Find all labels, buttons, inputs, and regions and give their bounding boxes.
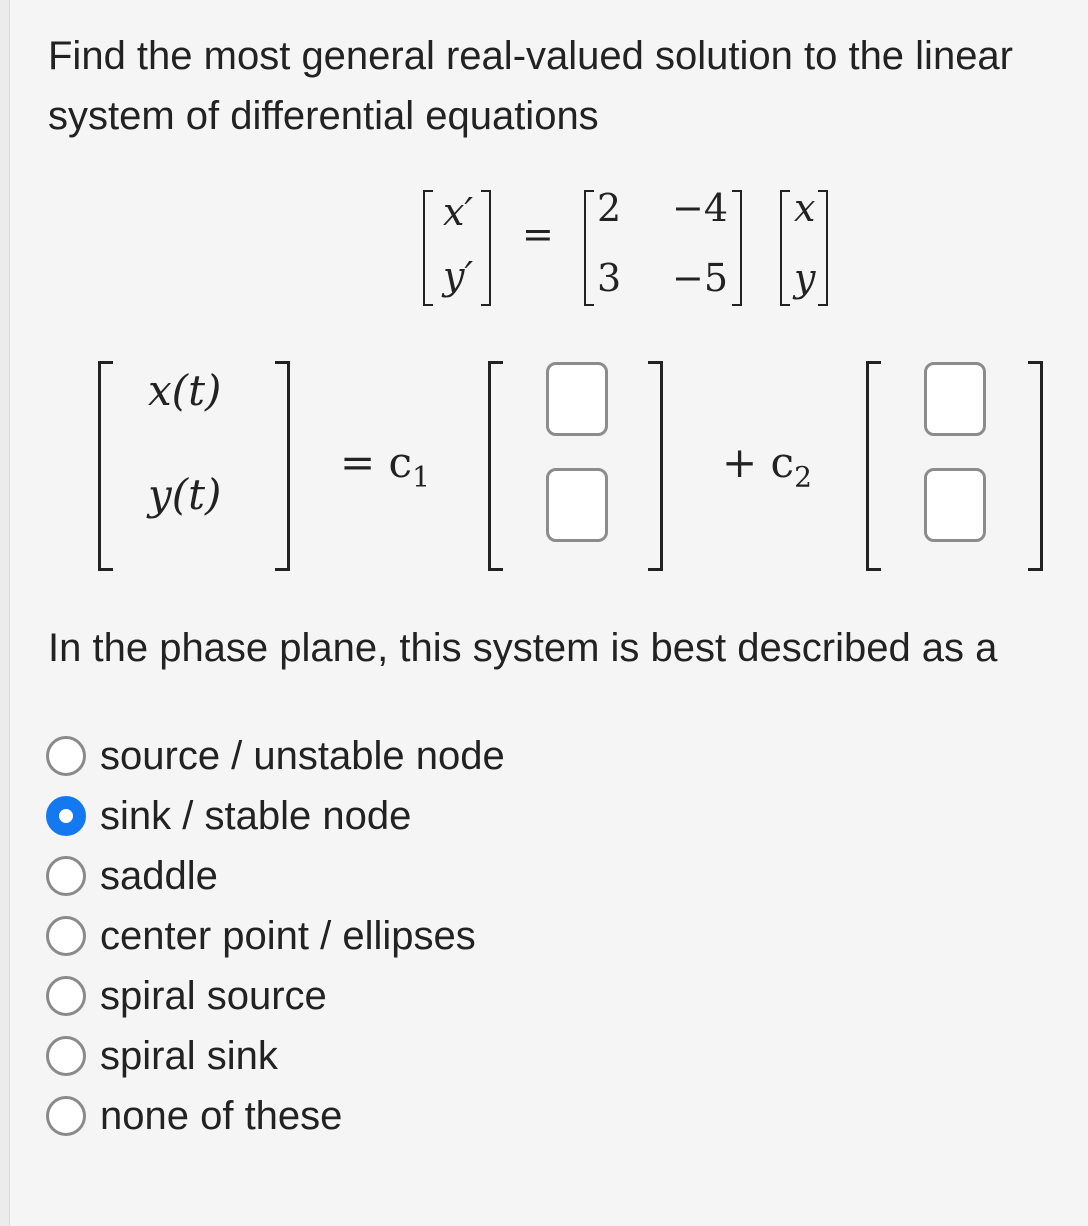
lhs-vector-right-bracket bbox=[481, 190, 491, 306]
rhs-vector-left-bracket bbox=[780, 190, 790, 306]
option-label: spiral sink bbox=[100, 1034, 278, 1078]
option-label: spiral source bbox=[100, 974, 327, 1018]
plus-c2 bbox=[722, 438, 812, 502]
vector2-left-bracket bbox=[866, 361, 881, 571]
radio-button[interactable] bbox=[46, 796, 86, 836]
c2-subscript: 2 bbox=[794, 460, 812, 494]
vector2-top-input[interactable] bbox=[924, 362, 986, 436]
matrix-left-bracket bbox=[584, 190, 594, 306]
vector2-right-bracket bbox=[1028, 361, 1043, 571]
option-label: center point / ellipses bbox=[100, 914, 476, 958]
radio-button[interactable] bbox=[46, 736, 86, 776]
matrix-a12: −4 bbox=[672, 186, 729, 230]
option-sink-stable-node[interactable] bbox=[46, 786, 505, 846]
vector1-top-input[interactable] bbox=[546, 362, 608, 436]
solution-lhs-right-bracket bbox=[275, 361, 290, 571]
lhs-vector-left-bracket bbox=[423, 190, 433, 306]
lhs-y-prime: y′ bbox=[443, 254, 474, 298]
vector1-left-bracket bbox=[488, 361, 503, 571]
solution-y-of-t: y(t) bbox=[148, 470, 222, 519]
option-spiral-sink[interactable] bbox=[46, 1026, 505, 1086]
option-label: none of these bbox=[100, 1094, 343, 1138]
option-saddle[interactable] bbox=[46, 846, 505, 906]
radio-button[interactable] bbox=[46, 1096, 86, 1136]
option-label: sink / stable node bbox=[100, 794, 412, 838]
lhs-x-prime: x′ bbox=[443, 190, 474, 234]
option-label: source / unstable node bbox=[100, 734, 505, 778]
solution-x-of-t: x(t) bbox=[148, 366, 222, 415]
radio-button[interactable] bbox=[46, 916, 86, 956]
matrix-a11: 2 bbox=[597, 186, 622, 230]
c1-subscript: 1 bbox=[412, 460, 430, 494]
option-label: saddle bbox=[100, 854, 218, 898]
prompt-line-2: system of differential equations bbox=[48, 94, 599, 138]
equals-c1 bbox=[340, 438, 430, 502]
radio-button[interactable] bbox=[46, 976, 86, 1016]
option-none-of-these[interactable] bbox=[46, 1086, 505, 1146]
matrix-right-bracket bbox=[732, 190, 742, 306]
matrix-a21: 3 bbox=[597, 256, 622, 300]
radio-button[interactable] bbox=[46, 856, 86, 896]
option-spiral-source[interactable] bbox=[46, 966, 505, 1026]
rhs-x: x bbox=[794, 186, 816, 230]
vector1-right-bracket bbox=[648, 361, 663, 571]
option-center-point-ellipses[interactable] bbox=[46, 906, 505, 966]
radio-button[interactable] bbox=[46, 1036, 86, 1076]
equals-c-text: = c bbox=[340, 438, 413, 487]
option-source-unstable-node[interactable] bbox=[46, 726, 505, 786]
vector2-bottom-input[interactable] bbox=[924, 468, 986, 542]
system-equals-sign: = bbox=[522, 212, 554, 256]
prompt-line-1: Find the most general real-valued solution to the linear bbox=[48, 34, 1013, 78]
matrix-a22: −5 bbox=[672, 256, 729, 300]
phase-plane-question: In the phase plane, this system is best described as a bbox=[48, 626, 998, 670]
vector1-bottom-input[interactable] bbox=[546, 468, 608, 542]
problem-prompt bbox=[48, 26, 1084, 146]
solution-lhs-left-bracket bbox=[98, 361, 113, 571]
rhs-y: y bbox=[794, 256, 816, 300]
left-margin-rule bbox=[0, 0, 10, 1226]
rhs-vector-right-bracket bbox=[818, 190, 828, 306]
phase-plane-options bbox=[46, 726, 505, 1146]
plus-c-text: + c bbox=[722, 438, 795, 487]
